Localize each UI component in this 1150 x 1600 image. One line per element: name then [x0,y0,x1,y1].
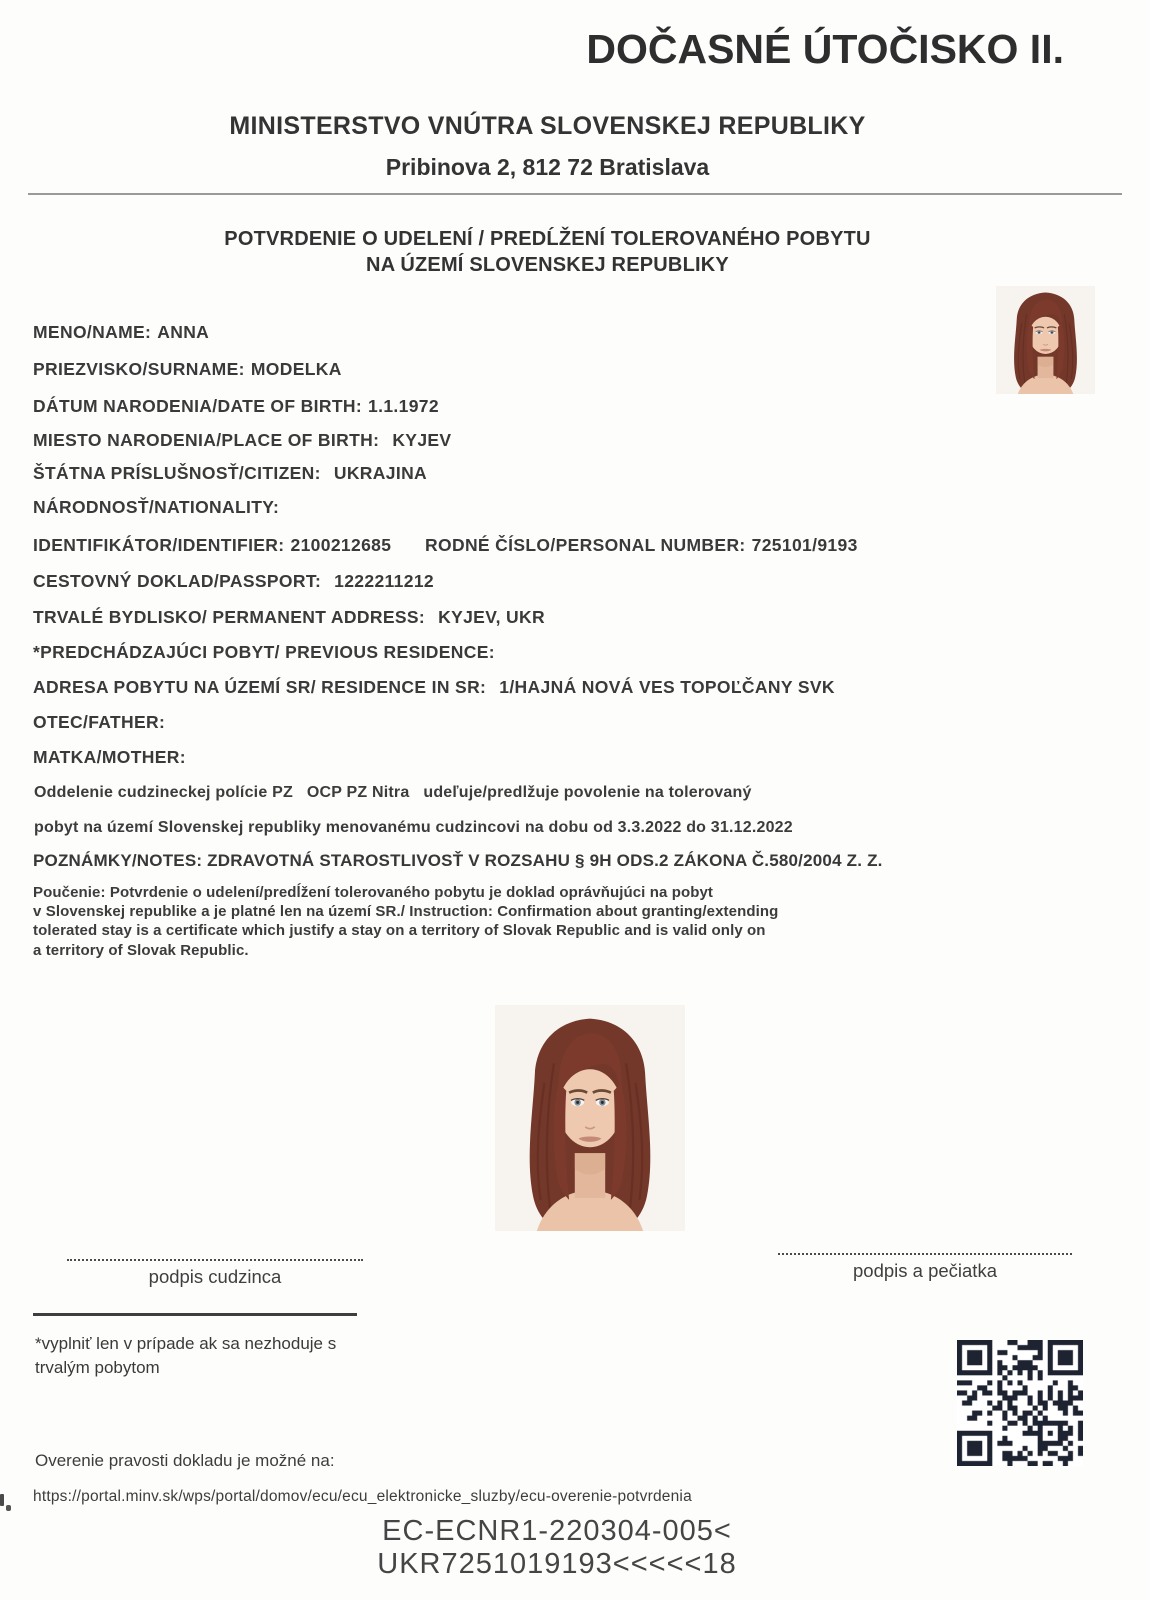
field-label: TRVALÉ BYDLISKO/ PERMANENT ADDRESS: [33,607,426,627]
footnote-separator-line [33,1313,357,1316]
field-label: ŠTÁTNA PRÍSLUŠNOSŤ/CITIZEN: [33,463,321,483]
field-label: MENO/NAME: [33,322,152,342]
field-label: MATKA/MOTHER: [33,747,186,767]
portrait-photo-icon [996,286,1095,394]
field-label: CESTOVNÝ DOKLAD/PASSPORT: [33,571,322,591]
document-title-line1: POTVRDENIE O UDELENÍ / PREDĹŽENÍ TOLEROVANÉHO POBYTU [224,228,871,250]
machine-readable-code-line2: UKR7251019193<<<<<18 [377,1548,737,1580]
field-row-father [33,712,171,733]
field-row-residence-in-sr [33,677,835,698]
field-value: ANNA [157,322,210,342]
field-value: MODELKA [250,359,342,379]
scan-artifact [6,1505,11,1511]
notes-line: POZNÁMKY/NOTES: ZDRAVOTNÁ STAROSTLIVOSŤ V ROZSAHU § 9H ODS.2 ZÁKONA Č.580/2004 Z. Z. [33,851,883,870]
field-value: 1/HAJNÁ NOVÁ VES TOPOĽČANY SVK [499,677,835,697]
field-row-place-of-birth [33,430,451,451]
footnote-line1: *vyplniť len v prípade ak sa nezhoduje s [35,1334,337,1353]
applicant-photo-small [996,286,1095,394]
grant-statement-line2: pobyt na území Slovenskej republiky menovanému cudzincovi na dobu od 3.3.2022 do 31.12.2022 [34,819,793,836]
instruction-paragraph [33,883,778,960]
field-row-date-of-birth [33,396,439,417]
field-row-nationality [33,497,285,518]
verification-url: https://portal.minv.sk/wps/portal/domov/ecu/ecu_elektronicke_sluzby/ecu-overenie-potvrdenia [33,1488,692,1505]
ministry-address: Pribinova 2, 812 72 Bratislava [385,154,710,180]
signature-dotted-line-left [67,1259,363,1261]
qr-code [957,1340,1083,1466]
field-label: DÁTUM NARODENIA/DATE OF BIRTH: [33,396,363,416]
field-row-citizenship [33,463,427,484]
field-value: KYJEV [392,430,452,450]
signature-label-foreigner: podpis cudzinca [148,1266,282,1287]
field-row-mother [33,747,192,768]
field-value: 2100212685 [290,535,392,555]
document-type-heading: DOČASNÉ ÚTOČISKO II. [586,26,1064,72]
field-label: *PREDCHÁDZAJÚCI POBYT/ PREVIOUS RESIDENCE: [33,642,495,662]
machine-readable-code-line1: EC-ECNR1-220304-005< [382,1515,732,1547]
instruction-line: Poučenie: Potvrdenie o udelení/predĺžení tolerovaného pobytu je doklad oprávňujúci na pobyt [33,884,714,901]
field-value: 725101/9193 [751,535,858,555]
header-divider [28,193,1122,195]
field-pair-personal-number [425,535,858,556]
applicant-photo-large [495,1005,685,1231]
field-row-previous-residence [33,642,501,663]
field-row-passport [33,571,434,592]
portrait-photo-icon [495,1005,685,1231]
document-title-line2: NA ÚZEMÍ SLOVENSKEJ REPUBLIKY [366,254,729,276]
qr-code-icon [957,1340,1083,1466]
scan-artifact [0,1494,4,1506]
field-row-permanent-address [33,607,545,628]
field-label: MIESTO NARODENIA/PLACE OF BIRTH: [33,430,380,450]
instruction-line: a territory of Slovak Republic. [33,941,249,959]
field-value: 1.1.1972 [368,396,439,416]
field-label: PRIEZVISKO/SURNAME: [33,359,245,379]
signature-dotted-line-right [778,1253,1072,1255]
footnote-line2: trvalým pobytom [35,1358,160,1377]
field-row-identifier [33,535,1113,556]
field-row-surname [33,359,342,380]
field-label: NÁRODNOSŤ/NATIONALITY: [33,497,280,517]
field-value: 1222211212 [334,571,435,591]
field-value: KYJEV, UKR [438,607,546,627]
field-label: ADRESA POBYTU NA ÚZEMÍ SR/ RESIDENCE IN SR: [33,677,487,697]
instruction-line: v Slovenskej republike a je platné len na území SR./ Instruction: Confirmation about granting/extending [33,903,779,921]
field-label: IDENTIFIKÁTOR/IDENTIFIER: [33,535,285,555]
ministry-name: MINISTERSTVO VNÚTRA SLOVENSKEJ REPUBLIKY [229,112,866,140]
field-row-name [33,322,209,343]
field-label: RODNÉ ČÍSLO/PERSONAL NUMBER: [425,535,746,555]
signature-label-stamp: podpis a pečiatka [853,1260,997,1281]
grant-statement-line1: Oddelenie cudzineckej polície PZ OCP PZ Nitra udeľuje/predlžuje povolenie na tolerovaný [34,784,752,801]
verification-heading: Overenie pravosti dokladu je možné na: [35,1451,335,1470]
field-value: UKRAJINA [333,463,428,483]
instruction-line: tolerated stay is a certificate which justify a stay on a territory of Slovak Republic and is valid only on [33,922,766,940]
field-label: OTEC/FATHER: [33,712,166,732]
